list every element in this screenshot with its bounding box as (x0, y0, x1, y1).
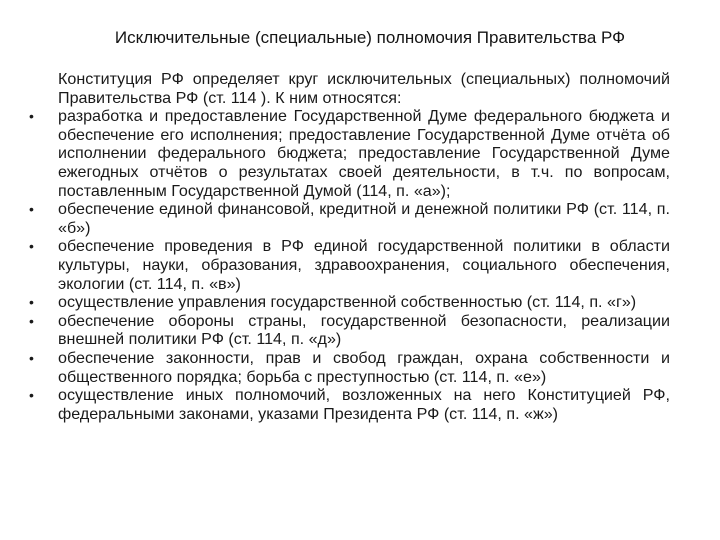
list-item-text: обеспечение законности, прав и свобод граждан, охрана собственности и общественного порядка; борьба с преступностью (ст. 114, п. «е») (58, 348, 670, 386)
bullet-icon: • (29, 349, 34, 366)
list-item (28, 312, 670, 349)
list-item-text: обеспечение единой финансовой, кредитной и денежной политики РФ (ст. 114, п. «б») (58, 200, 670, 237)
intro-paragraph: Конституция РФ определяет круг исключительных (специальных) полномочий Правительства РФ (ст. 114 ). К ним относятся: (58, 70, 670, 107)
list-item (28, 349, 670, 386)
list-item-text: осуществление иных полномочий, возложенных на него Конституцией РФ, федеральными законами, указами Президента РФ (ст. 114, п. «ж») (58, 386, 670, 423)
list-item (28, 386, 670, 423)
bullet-icon: • (29, 387, 34, 404)
list-item-text: разработка и предоставление Государственной Думе федерального бюджета и обеспечение его исполнения; предоставление Государственной Думе отчёта об исполнении федерального бюджета; предоставление Государственной Думе ежегодных отчётов о результатах своей деятельности, в т.ч. по вопросам, поставленным Государственной Думой (114, п. «а»); (58, 107, 670, 200)
list-item (28, 237, 670, 293)
list-item (28, 293, 670, 312)
list-item-text: обеспечение проведения в РФ единой государственной политики в области культуры, науки, образования, здравоохранения, социального обеспечения, экологии (ст. 114, п. «в») (58, 237, 670, 293)
bullet-icon: • (29, 108, 34, 125)
bullet-icon: • (29, 238, 34, 255)
list-item-text: обеспечение обороны страны, государственной безопасности, реализации внешней политики РФ (ст. 114, п. «д») (58, 311, 670, 349)
powers-list (28, 107, 672, 423)
bullet-icon: • (29, 312, 34, 329)
bullet-icon: • (29, 294, 34, 311)
bullet-icon: • (29, 201, 34, 218)
slide-content (28, 70, 672, 423)
slide-title: Исключительные (специальные) полномочия Правительства РФ (114, 28, 626, 47)
list-item (28, 107, 670, 200)
list-item-text: осуществление управления государственной собственностью (ст. 114, п. «г») (58, 293, 637, 312)
list-item (28, 200, 670, 237)
